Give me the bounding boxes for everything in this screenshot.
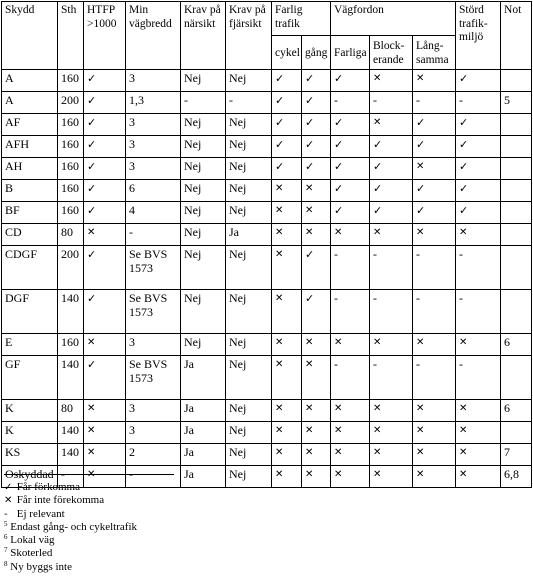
legend-mark: ✓	[4, 482, 13, 493]
table-cell: ✓	[84, 202, 126, 224]
table-cell	[501, 224, 532, 246]
table-cell: ✓	[302, 70, 331, 92]
table-cell: Nej	[181, 202, 226, 224]
table-row	[2, 334, 532, 356]
table-cell: 160	[58, 158, 84, 180]
table-cell: AH	[2, 158, 58, 180]
table-cell: ✓	[272, 158, 302, 180]
table-cell: K	[2, 422, 58, 444]
legend-text: Får inte förekomma	[16, 494, 105, 507]
table-cell: Nej	[226, 444, 272, 466]
table-cell: Nej	[226, 466, 272, 488]
table-cell: ✕	[302, 202, 331, 224]
table-cell: 3	[126, 334, 181, 356]
table-cell: ✓	[302, 136, 331, 158]
table-cell: ✕	[413, 466, 456, 488]
table-cell: ✓	[456, 202, 501, 224]
table-cell: Nej	[181, 290, 226, 334]
table-cell: 160	[58, 202, 84, 224]
header-krav-fjarsikt: Krav på fjärsikt	[226, 2, 272, 70]
header-krav-narsikt: Krav på närsikt	[181, 2, 226, 70]
table-cell: ✕	[84, 466, 126, 488]
table-cell: ✕	[272, 334, 302, 356]
table-cell: CDGF	[2, 246, 58, 290]
table-body	[2, 70, 532, 488]
table-cell: 160	[58, 180, 84, 202]
table-cell: -	[331, 290, 370, 334]
table-cell: -	[126, 224, 181, 246]
table-cell: ✓	[331, 114, 370, 136]
table-cell: A	[2, 70, 58, 92]
table-cell: Nej	[226, 356, 272, 400]
legend-mark: 6	[4, 533, 8, 542]
table-cell: Nej	[226, 400, 272, 422]
table-cell: Nej	[226, 180, 272, 202]
table-cell: K	[2, 400, 58, 422]
table-cell: ✕	[272, 400, 302, 422]
table-cell: ✕	[370, 422, 413, 444]
table-cell: B	[2, 180, 58, 202]
table-cell: ✓	[272, 136, 302, 158]
table-cell: 6	[501, 400, 532, 422]
header-vagfordon: Vägfordon	[331, 2, 456, 36]
table-cell: 200	[58, 246, 84, 290]
legend-item	[4, 508, 184, 521]
table-cell: ✓	[413, 136, 456, 158]
table-cell: ✕	[331, 444, 370, 466]
table-cell: 80	[58, 400, 84, 422]
document	[1, 1, 531, 573]
legend-mark: 5	[4, 519, 8, 528]
table-cell: 4	[126, 202, 181, 224]
table-cell: ✕	[84, 400, 126, 422]
table-cell: -	[331, 246, 370, 290]
table-row	[2, 246, 532, 290]
table-cell: 80	[58, 224, 84, 246]
header-langsamma: Lång-samma	[413, 36, 456, 70]
table-cell: Ja	[226, 224, 272, 246]
table-cell: ✕	[272, 246, 302, 290]
table-cell: ✕	[413, 158, 456, 180]
table-row	[2, 158, 532, 180]
table-cell: ✕	[331, 334, 370, 356]
table-cell: Se BVS 1573	[126, 356, 181, 400]
table-cell: ✕	[413, 400, 456, 422]
table-cell: -	[456, 246, 501, 290]
table-row	[2, 202, 532, 224]
table-cell: AFH	[2, 136, 58, 158]
table-cell: 140	[58, 356, 84, 400]
table-cell: ✕	[272, 422, 302, 444]
table-cell: ✕	[272, 290, 302, 334]
table-cell: Nej	[181, 114, 226, 136]
table-cell: Se BVS 1573	[126, 246, 181, 290]
table-cell: ✓	[413, 202, 456, 224]
table-cell: ✕	[84, 334, 126, 356]
legend-mark: 8	[4, 559, 8, 568]
table-cell: ✕	[370, 400, 413, 422]
legend-text: Endast gång- och cykeltrafik	[10, 520, 138, 533]
table-cell: ✓	[456, 158, 501, 180]
table-row	[2, 290, 532, 334]
table-cell: ✕	[456, 224, 501, 246]
table-cell: Ja	[181, 422, 226, 444]
table-cell: -	[370, 356, 413, 400]
table-row	[2, 180, 532, 202]
table-cell: Nej	[226, 422, 272, 444]
table-cell: ✓	[302, 158, 331, 180]
legend-divider	[4, 474, 174, 475]
table-cell: ✕	[84, 422, 126, 444]
table-cell: 6	[501, 334, 532, 356]
header-blockerande: Block-erande	[370, 36, 413, 70]
table-cell: -	[456, 92, 501, 114]
table-cell: Nej	[226, 290, 272, 334]
table-row	[2, 356, 532, 400]
table-cell: 3	[126, 136, 181, 158]
table-cell: Nej	[226, 70, 272, 92]
table-cell: ✓	[456, 180, 501, 202]
legend-item	[4, 534, 184, 547]
table-cell: ✓	[84, 70, 126, 92]
table-cell: ✓	[331, 70, 370, 92]
table-cell: DGF	[2, 290, 58, 334]
table-cell: Nej	[181, 180, 226, 202]
table-cell: E	[2, 334, 58, 356]
table-cell: ✓	[331, 202, 370, 224]
table-cell: ✕	[413, 444, 456, 466]
table-cell: ✓	[84, 136, 126, 158]
legend-text: Skoterled	[10, 547, 53, 560]
table-cell: -	[413, 290, 456, 334]
table-cell	[501, 158, 532, 180]
table-cell: ✕	[370, 466, 413, 488]
legend-mark: -	[4, 508, 8, 520]
header-sth: Sth	[58, 2, 84, 70]
table-cell: 160	[58, 70, 84, 92]
table-cell: -	[370, 290, 413, 334]
table-row	[2, 92, 532, 114]
table-cell	[501, 422, 532, 444]
table-cell: ✕	[302, 180, 331, 202]
table-cell: -	[181, 92, 226, 114]
table-cell: ✕	[456, 400, 501, 422]
table-cell: -	[413, 246, 456, 290]
table-cell: Nej	[181, 334, 226, 356]
table-cell: 140	[58, 290, 84, 334]
table-cell: 140	[58, 444, 84, 466]
table-cell: -	[58, 466, 84, 488]
table-cell: ✕	[370, 70, 413, 92]
table-cell: Ja	[181, 444, 226, 466]
table-cell: ✕	[331, 422, 370, 444]
table-cell: ✕	[302, 400, 331, 422]
table-cell: ✕	[272, 466, 302, 488]
table-cell: 6,8	[501, 466, 532, 488]
table-cell: ✓	[370, 158, 413, 180]
table-cell: ✓	[84, 92, 126, 114]
table-cell: 160	[58, 334, 84, 356]
table-row	[2, 400, 532, 422]
table-cell: ✕	[302, 356, 331, 400]
header-cykel: cykel	[272, 36, 302, 70]
table-cell: ✓	[302, 290, 331, 334]
table-row	[2, 70, 532, 92]
table-cell	[501, 246, 532, 290]
table-cell	[501, 70, 532, 92]
table-cell: A	[2, 92, 58, 114]
table-cell: ✓	[456, 114, 501, 136]
table-cell: ✕	[370, 224, 413, 246]
header-htfp: HTFP >1000	[84, 2, 126, 70]
table-cell: -	[413, 356, 456, 400]
table-cell	[501, 202, 532, 224]
table-cell: 3	[126, 158, 181, 180]
table-cell: -	[456, 356, 501, 400]
table-cell: ✓	[456, 136, 501, 158]
table-cell: ✓	[456, 70, 501, 92]
table-cell: ✓	[84, 158, 126, 180]
table-cell: Oskyddad	[2, 466, 58, 488]
table-cell: ✕	[331, 224, 370, 246]
table-cell: GF	[2, 356, 58, 400]
table-cell: ✕	[331, 466, 370, 488]
table-cell: Ja	[181, 466, 226, 488]
table-cell: 3	[126, 114, 181, 136]
table-cell: ✕	[84, 224, 126, 246]
table-cell: ✓	[272, 92, 302, 114]
table-cell: 160	[58, 136, 84, 158]
table-cell: Nej	[226, 334, 272, 356]
table-cell: Nej	[181, 246, 226, 290]
table-cell: ✕	[413, 422, 456, 444]
table-cell: ✕	[413, 334, 456, 356]
legend-text: Får förkomma	[16, 481, 80, 493]
table-cell: -	[226, 92, 272, 114]
table-cell: 160	[58, 114, 84, 136]
legend-item	[4, 547, 184, 560]
protection-table	[1, 1, 532, 488]
table-cell: ✕	[302, 334, 331, 356]
table-cell: ✕	[456, 334, 501, 356]
table-cell	[501, 136, 532, 158]
table-cell: ✕	[370, 114, 413, 136]
table-cell: ✕	[302, 444, 331, 466]
table-cell: ✓	[84, 356, 126, 400]
table-cell: ✕	[272, 202, 302, 224]
table-cell: 3	[126, 70, 181, 92]
table-cell: -	[413, 92, 456, 114]
table-cell: ✕	[302, 422, 331, 444]
table-cell: ✕	[272, 180, 302, 202]
table-cell: Nej	[226, 136, 272, 158]
table-cell: Nej	[226, 202, 272, 224]
table-cell: Nej	[226, 114, 272, 136]
table-cell: AF	[2, 114, 58, 136]
table-cell: ✕	[331, 400, 370, 422]
table-cell: ✓	[84, 114, 126, 136]
table-cell: ✕	[272, 356, 302, 400]
table-row	[2, 114, 532, 136]
table-cell	[501, 114, 532, 136]
table-cell: ✓	[370, 202, 413, 224]
header-stord-trafikmiljo: Störd trafik-miljö	[456, 2, 501, 70]
table-row	[2, 444, 532, 466]
legend-text: Ej relevant	[16, 507, 65, 520]
table-cell: CD	[2, 224, 58, 246]
legend-text: Ny byggs inte	[10, 560, 72, 573]
table-cell	[501, 356, 532, 400]
table-cell: 3	[126, 400, 181, 422]
legend-mark: 7	[4, 546, 8, 555]
table-cell: ✓	[370, 180, 413, 202]
table-cell: ✕	[456, 422, 501, 444]
table-cell: ✕	[302, 466, 331, 488]
table-row	[2, 422, 532, 444]
table-cell: ✓	[331, 158, 370, 180]
table-cell: -	[331, 92, 370, 114]
legend-item	[4, 494, 184, 507]
table-cell: Nej	[181, 136, 226, 158]
table-cell: ✓	[302, 92, 331, 114]
table-cell: 5	[501, 92, 532, 114]
table-cell: ✕	[456, 466, 501, 488]
table-cell: -	[456, 290, 501, 334]
table-cell: 7	[501, 444, 532, 466]
table-cell: ✓	[84, 290, 126, 334]
table-cell: ✕	[84, 444, 126, 466]
table-cell: Nej	[181, 224, 226, 246]
table-row	[2, 224, 532, 246]
table-cell: ✕	[272, 224, 302, 246]
table-cell: 2	[126, 444, 181, 466]
table-cell: Nej	[181, 70, 226, 92]
table-cell: ✕	[456, 444, 501, 466]
table-cell: 140	[58, 422, 84, 444]
legend-text: Lokal väg	[10, 534, 55, 547]
table-cell: -	[126, 466, 181, 488]
table-cell: ✓	[331, 180, 370, 202]
table-cell: ✕	[413, 70, 456, 92]
table-cell: Se BVS 1573	[126, 290, 181, 334]
header-gang: gång	[302, 36, 331, 70]
legend	[4, 474, 184, 574]
table-cell: ✓	[331, 136, 370, 158]
table-cell: 3	[126, 422, 181, 444]
table-cell: -	[331, 356, 370, 400]
table-cell: Nej	[226, 246, 272, 290]
table-cell: Nej	[226, 158, 272, 180]
table-cell: KS	[2, 444, 58, 466]
legend-mark: ✕	[4, 495, 13, 507]
table-cell: Nej	[181, 158, 226, 180]
table-cell: ✓	[302, 246, 331, 290]
table-cell: -	[370, 92, 413, 114]
table-cell: ✕	[370, 334, 413, 356]
header-skydd: Skydd	[2, 2, 58, 70]
table-cell	[501, 180, 532, 202]
legend-item	[4, 521, 184, 534]
header-farliga: Farliga	[331, 36, 370, 70]
legend-item	[4, 481, 184, 494]
legend-items	[4, 481, 184, 574]
table-cell: ✕	[302, 224, 331, 246]
table-cell: ✓	[84, 246, 126, 290]
legend-item	[4, 561, 184, 574]
table-cell: 1,3	[126, 92, 181, 114]
table-cell: Ja	[181, 400, 226, 422]
table-cell: ✕	[370, 444, 413, 466]
table-cell: BF	[2, 202, 58, 224]
table-row	[2, 136, 532, 158]
table-cell: Ja	[181, 356, 226, 400]
table-cell: ✕	[413, 224, 456, 246]
table-cell: ✕	[272, 444, 302, 466]
table-cell: ✓	[413, 180, 456, 202]
table-cell: ✓	[272, 114, 302, 136]
table-cell: ✓	[413, 114, 456, 136]
table-cell: 200	[58, 92, 84, 114]
table-cell: -	[370, 246, 413, 290]
table-cell: 6	[126, 180, 181, 202]
table-cell: ✓	[370, 136, 413, 158]
header-min-vagbredd: Min vägbredd	[126, 2, 181, 70]
table-cell: ✓	[302, 114, 331, 136]
table-cell	[501, 290, 532, 334]
table-cell: ✓	[84, 180, 126, 202]
table-cell: ✓	[272, 70, 302, 92]
header-farlig-trafik: Farlig trafik	[272, 2, 331, 36]
header-not: Not	[501, 2, 532, 70]
